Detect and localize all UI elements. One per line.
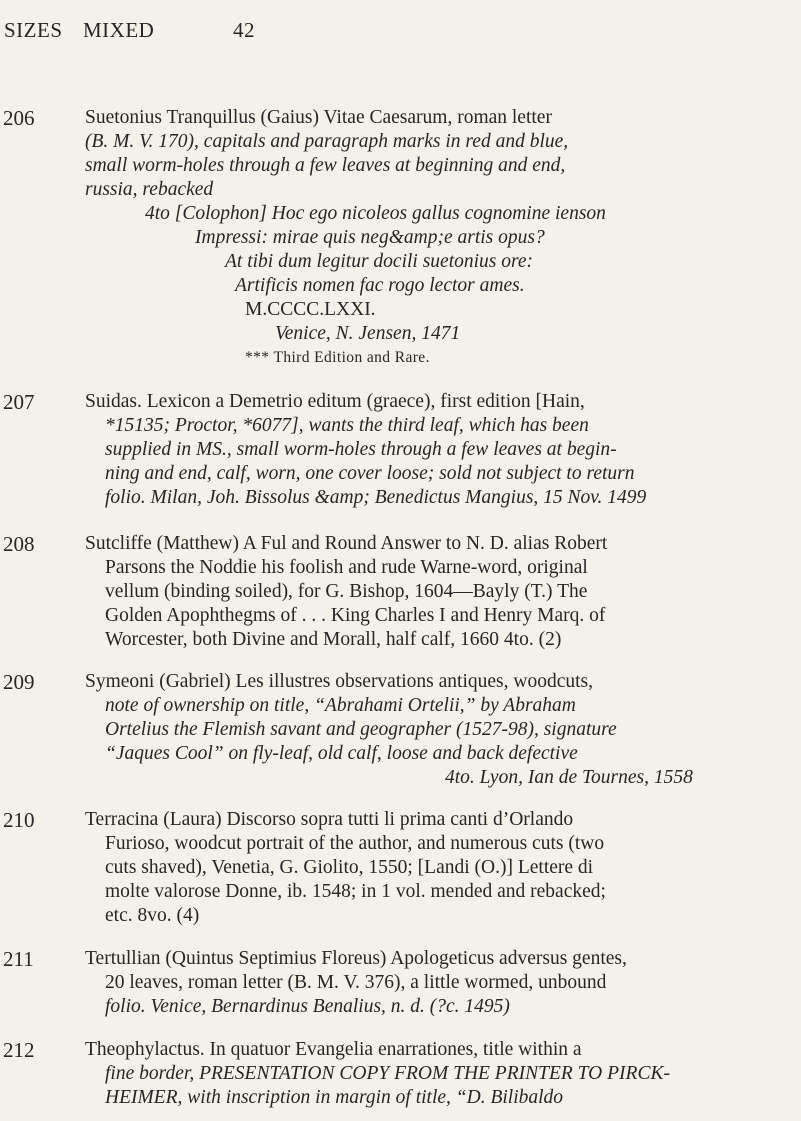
entry-line: etc. 8vo. (4) xyxy=(105,905,200,926)
entry-line: (B. M. V. 170), capitals and paragraph marks in red and blue, xyxy=(85,131,569,152)
entry-line: Worcester, both Divine and Morall, half calf, 1660 4to. (2) xyxy=(105,629,562,650)
entry-line: 4to. Lyon, Ian de Tournes, 1558 xyxy=(445,767,693,788)
entry-line: note of ownership on title, “Abrahami Ortelii,” by Abraham xyxy=(105,695,576,716)
entry-line: Venice, N. Jensen, 1471 xyxy=(275,323,461,344)
entry-line: vellum (binding soiled), for G. Bishop, 1604—Bayly (T.) The xyxy=(105,581,588,602)
lot-number: 208 xyxy=(3,532,35,556)
entry-line: Furioso, woodcut portrait of the author, and numerous cuts (two xyxy=(105,833,605,854)
lot-number: 209 xyxy=(3,670,35,694)
page-number: 42 xyxy=(233,18,255,42)
lot-number: 207 xyxy=(3,390,35,414)
entry-line: Artificis nomen fac rogo lector ames. xyxy=(235,275,525,296)
entry-line: fine border, PRESENTATION COPY FROM THE PRINTER TO PIRCK- xyxy=(105,1063,670,1084)
lot-number: 210 xyxy=(3,808,35,832)
entry-line: *** Third Edition and Rare. xyxy=(245,349,430,366)
entry-line: molte valorose Donne, ib. 1548; in 1 vol. mended and rebacked; xyxy=(105,881,606,902)
entry-line: Ortelius the Flemish savant and geographer (1527-98), signature xyxy=(105,719,617,740)
entry-line: *15135; Proctor, *6077], wants the third leaf, which has been xyxy=(105,415,589,436)
section-label: SIZES xyxy=(4,18,63,42)
entry-line: Impressi: mirae quis neg&amp;e artis opus? xyxy=(195,227,545,248)
entry-line: “Jaques Cool” on fly-leaf, old calf, loose and back defective xyxy=(105,743,578,764)
subsection-label: MIXED xyxy=(83,18,155,42)
entry-line: ning and end, calf, worn, one cover loose; sold not subject to return xyxy=(105,463,635,484)
page-header xyxy=(0,18,801,48)
entry-line: Suidas. Lexicon a Demetrio editum (graece), first edition [Hain, xyxy=(85,391,585,412)
entry-line: russia, rebacked xyxy=(85,179,214,200)
entry-line: Tertullian (Quintus Septimius Floreus) Apologeticus adversus gentes, xyxy=(85,948,627,969)
entry-line: supplied in MS., small worm-holes through a few leaves at begin- xyxy=(105,439,617,460)
entry-line: HEIMER, with inscription in margin of title, “D. Bilibaldo xyxy=(105,1087,564,1108)
entry-line: Terracina (Laura) Discorso sopra tutti li prima canti d’Orlando xyxy=(85,809,574,830)
entry-line: folio. Venice, Bernardinus Benalius, n. d. (?c. 1495) xyxy=(105,996,510,1017)
lot-number: 206 xyxy=(3,106,35,130)
entry-line: Theophylactus. In quatuor Evangelia enarrationes, title within a xyxy=(85,1039,582,1060)
entry-line: Symeoni (Gabriel) Les illustres observations antiques, woodcuts, xyxy=(85,671,593,692)
entry-line: Sutcliffe (Matthew) A Ful and Round Answer to N. D. alias Robert xyxy=(85,533,608,554)
entry-line: Suetonius Tranquillus (Gaius) Vitae Caesarum, roman letter xyxy=(85,107,552,128)
entry-line: Parsons the Noddie his foolish and rude Warne-word, original xyxy=(105,557,588,578)
entry-line: M.CCCC.LXXI. xyxy=(245,299,376,320)
entry-line: 20 leaves, roman letter (B. M. V. 376), a little wormed, unbound xyxy=(105,972,607,993)
entry-line: small worm-holes through a few leaves at beginning and end, xyxy=(85,155,566,176)
entry-line: folio. Milan, Joh. Bissolus &amp; Benedictus Mangius, 15 Nov. 1499 xyxy=(105,487,647,508)
lot-number: 211 xyxy=(3,947,34,971)
entry-line: Golden Apophthegms of . . . King Charles I and Henry Marq. of xyxy=(105,605,606,626)
entry-line: cuts shaved), Venetia, G. Giolito, 1550; [Landi (O.)] Lettere di xyxy=(105,857,594,878)
entry-line: At tibi dum legitur docili suetonius ore: xyxy=(225,251,534,272)
entry-line: 4to [Colophon] Hoc ego nicoleos gallus cognomine ienson xyxy=(145,203,606,224)
lot-number: 212 xyxy=(3,1038,35,1062)
